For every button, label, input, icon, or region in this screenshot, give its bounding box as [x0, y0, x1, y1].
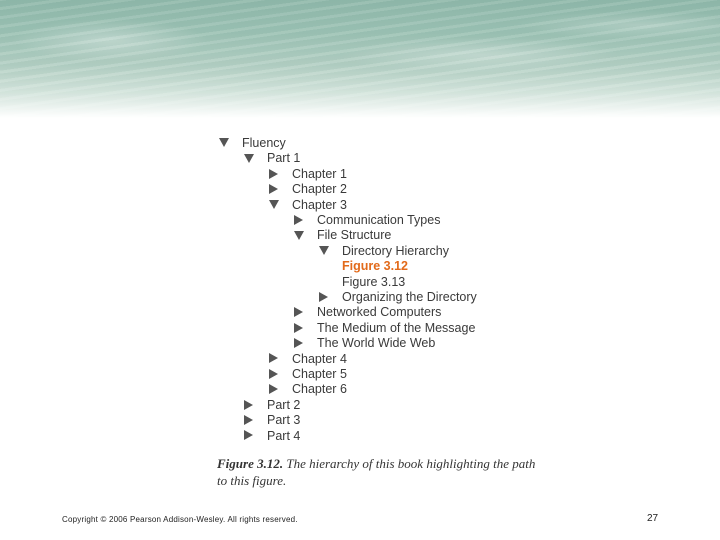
collapsed-triangle-icon[interactable] [269, 369, 278, 379]
tree-node-label: Fluency [242, 136, 286, 150]
tree-node-label: Networked Computers [317, 305, 442, 320]
tree-node[interactable] [319, 289, 477, 305]
tree-node-label: Chapter 3 [292, 197, 347, 212]
tree-node[interactable] [294, 227, 392, 243]
copyright-footer: Copyright © 2006 Pearson Addison-Wesley. All rights reserved. [62, 515, 298, 524]
tree-node[interactable] [269, 381, 347, 397]
tree-node-label: Part 1 [267, 151, 301, 166]
tree-node[interactable] [244, 412, 301, 428]
figure-caption [217, 455, 537, 489]
tree-node-label: Chapter 1 [292, 166, 347, 181]
tree-node-label: Part 3 [267, 413, 301, 428]
tree-node[interactable] [244, 428, 301, 444]
tree-node[interactable] [269, 351, 347, 367]
expanded-triangle-icon[interactable] [294, 231, 304, 240]
tree-node-label: Part 2 [267, 397, 301, 412]
tree-node-label: Chapter 5 [292, 367, 347, 381]
tree-node[interactable] [244, 150, 301, 166]
tree-node[interactable] [269, 197, 347, 213]
collapsed-triangle-icon[interactable] [319, 292, 328, 302]
tree-node[interactable] [244, 397, 301, 413]
tree-node-label: The World Wide Web [317, 336, 436, 351]
tree-node-label: Chapter 2 [292, 182, 347, 197]
tree-node-label: Communication Types [317, 213, 441, 227]
collapsed-triangle-icon[interactable] [269, 169, 278, 179]
tree-node-label: Chapter 6 [292, 382, 347, 397]
tree-node-label: Chapter 4 [292, 351, 347, 366]
tree-node-label: Part 4 [267, 428, 301, 443]
figure-caption-label: Figure 3.12. [217, 456, 284, 471]
expanded-triangle-icon[interactable] [319, 246, 329, 255]
tree-node[interactable] [269, 166, 347, 182]
collapsed-triangle-icon[interactable] [269, 184, 278, 194]
tree-node[interactable] [294, 304, 442, 320]
collapsed-triangle-icon[interactable] [294, 307, 303, 317]
collapsed-triangle-icon[interactable] [269, 353, 278, 363]
collapsed-triangle-icon[interactable] [294, 338, 303, 348]
page-number: 27 [647, 513, 659, 524]
expanded-triangle-icon[interactable] [244, 154, 254, 163]
tree-node[interactable] [319, 243, 449, 259]
tree-node-label: Figure 3.13 [342, 274, 406, 289]
collapsed-triangle-icon[interactable] [244, 430, 253, 440]
expanded-triangle-icon[interactable] [219, 138, 229, 147]
tree-node[interactable] [269, 366, 347, 382]
collapsed-triangle-icon[interactable] [294, 323, 303, 333]
tree-node-label: File Structure [317, 228, 392, 243]
collapsed-triangle-icon[interactable] [244, 415, 253, 425]
tree-node[interactable] [294, 320, 476, 336]
tree-node-label: Organizing the Directory [342, 290, 477, 304]
collapsed-triangle-icon[interactable] [244, 400, 253, 410]
tree-node[interactable] [294, 212, 441, 228]
expanded-triangle-icon[interactable] [269, 200, 279, 209]
tree-node[interactable] [294, 335, 436, 351]
tree-node-label: Directory Hierarchy [342, 243, 449, 258]
tree-node[interactable] [269, 181, 347, 197]
header-banner-texture [0, 0, 720, 118]
collapsed-triangle-icon[interactable] [269, 384, 278, 394]
tree-node-label: Figure 3.12 [342, 259, 408, 274]
tree-node-label: The Medium of the Message [317, 320, 476, 335]
figure-caption-text: The hierarchy of this book highlighting the path to this figure. [217, 456, 536, 488]
collapsed-triangle-icon[interactable] [294, 215, 303, 225]
tree-node[interactable] [219, 135, 286, 151]
